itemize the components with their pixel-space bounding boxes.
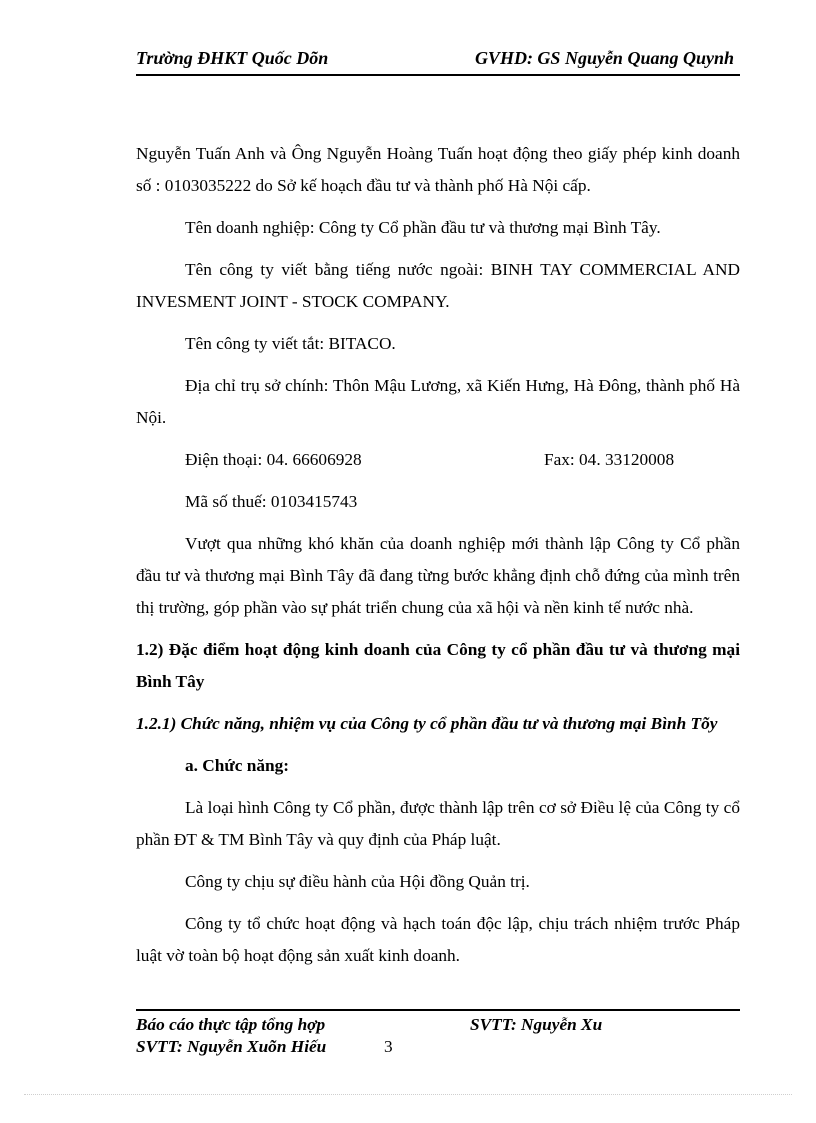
fax-text: Fax: 04. 33120008 — [544, 450, 675, 469]
footer-student-1: SVTT: Nguyễn Xu — [470, 1015, 603, 1034]
subsection-heading: 1.2.1) Chức năng, nhiệm vụ của Công ty cổ phần đầu tư và thương mại Bình Tõy — [136, 714, 718, 733]
footer-report-title: Báo cáo thực tập tổng hợp — [136, 1015, 326, 1034]
page-number: 3 — [384, 1037, 393, 1056]
page-header — [136, 46, 740, 76]
paragraph-accounting: Công ty tổ chức hoạt động và hạch toán độc lập, chịu trách nhiệm trước Pháp luật vờ toàn bộ hoạt động sản xuất kinh doanh. — [136, 914, 740, 965]
item-heading: a. Chức năng: — [185, 756, 289, 775]
paragraph-short-name: Tên công ty viết tắt: BITACO. — [185, 334, 396, 353]
paragraph-overview: Vượt qua những khó khăn của doanh nghiệp mới thành lập Công ty Cổ phần đầu tư và thương mại Bình Tây đã đang từng bước khẳng định chỗ đứng của mình trên thị trường, góp phần vào sự phát triển chung của xã hội và nền kinh tế nước nhà. — [136, 534, 740, 617]
section-heading: 1.2) Đặc điểm hoạt động kinh doanh của Công ty cổ phần đầu tư và thương mại Bình Tây — [136, 640, 740, 691]
paragraph-management: Công ty chịu sự điều hành của Hội đồng Quản trị. — [185, 872, 530, 891]
page-footer — [136, 1009, 740, 1059]
paragraph-address: Địa chỉ trụ sở chính: Thôn Mậu Lương, xã Kiến Hưng, Hà Đông, thành phố Hà Nội. — [136, 376, 740, 427]
footer-student-2: SVTT: Nguyễn Xuõn Hiếu — [136, 1037, 327, 1056]
page-body — [136, 138, 740, 972]
paragraph-legal-form: Là loại hình Công ty Cổ phần, được thành lập trên cơ sở Điều lệ của Công ty cổ phần ĐT & TM Bình Tây và quy định của Pháp luật. — [136, 798, 740, 849]
paragraph-tax-code: Mã số thuế: 0103415743 — [185, 492, 358, 511]
paragraph-company-name: Tên doanh nghiệp: Công ty Cổ phần đầu tư và thương mại Bình Tây. — [185, 218, 661, 237]
contact-line — [136, 444, 740, 476]
paragraph-owners: Nguyễn Tuấn Anh và Ông Nguyễn Hoàng Tuấn hoạt động theo giấy phép kinh doanh số : 0103035222 do Sở kế hoạch đầu tư và thành phố Hà Nội cấp. — [136, 144, 740, 195]
paragraph-foreign-name: Tên công ty viết bằng tiếng nước ngoài: BINH TAY COMMERCIAL AND INVESMENT JOINT - STOCK COMPANY. — [136, 260, 740, 311]
phone-text: Điện thoại: 04. 66606928 — [185, 450, 362, 469]
header-school: Trường ĐHKT Quốc Dõn — [136, 48, 329, 68]
page-bottom-dotted-line — [24, 1094, 792, 1095]
header-supervisor: GVHD: GS Nguyễn Quang Quynh — [474, 48, 734, 68]
